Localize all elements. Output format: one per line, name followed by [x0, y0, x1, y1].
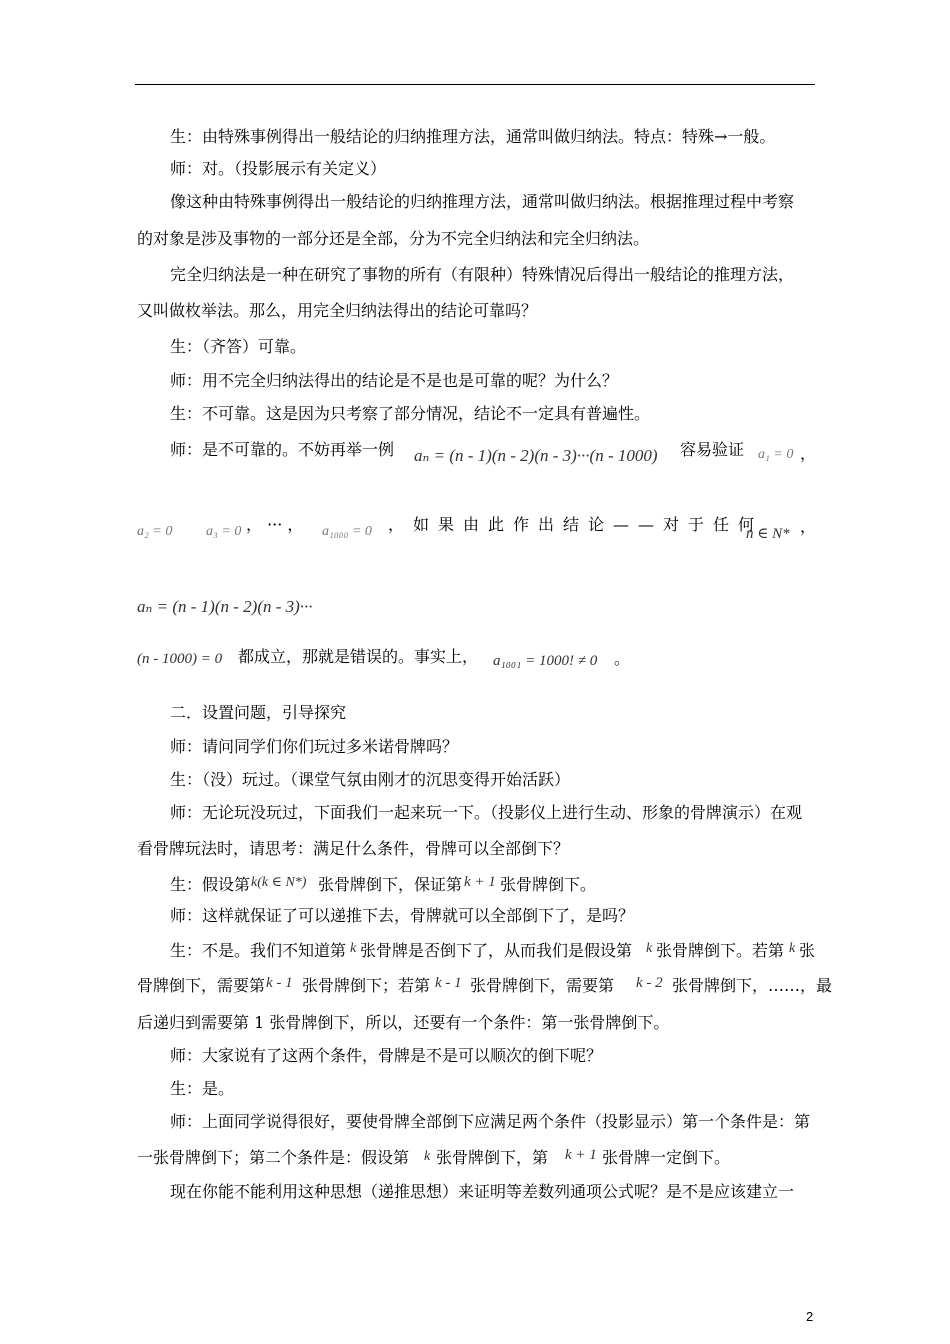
paragraph-line: 容易验证 — [680, 440, 745, 459]
paragraph-line: 张骨牌倒下，……，最 — [672, 976, 833, 995]
formula-k: k — [350, 941, 357, 956]
paragraph-line: 师：上面同学说得很好，要使骨牌全部倒下应满足两个条件（投影显示）第一个条件是：第 — [170, 1112, 811, 1131]
paragraph-line: 像这种由特殊事例得出一般结论的归纳推理方法，通常叫做归纳法。根据推理过程中考察 — [170, 192, 795, 211]
formula-a2: a₂ = 0 — [137, 524, 173, 539]
formula-n-in-N: n ∈ N* — [746, 526, 790, 542]
formula-an-product-start: aₙ = (n - 1)(n - 2)(n - 3)··· — [137, 597, 313, 616]
formula-k: k — [789, 941, 796, 956]
paragraph-line: 师：无论玩没玩过，下面我们一起来玩一下。（投影仪上进行生动、形象的骨牌演示）在观 — [170, 803, 803, 822]
paragraph-line: 骨牌倒下，需要第 — [137, 976, 266, 995]
paragraph-line: 张骨牌倒下，第 — [436, 1148, 549, 1167]
paragraph-line: 师：这样就保证了可以递推下去，骨牌就可以全部倒下了，是吗？ — [170, 906, 635, 925]
paragraph-line: 生：不可靠。这是因为只考察了部分情况，结论不一定具有普遍性。 — [170, 404, 651, 423]
punctuation: 。 — [614, 649, 631, 668]
formula-k-plus-1: k + 1 — [464, 874, 496, 890]
paragraph-line: 一张骨牌倒下；第二个条件是：假设第 — [137, 1148, 410, 1167]
formula-k: k — [646, 941, 653, 956]
paragraph-line: 张骨牌倒下。 — [500, 875, 597, 894]
paragraph-line: 现在你能不能利用这种思想（递推思想）来证明等差数列通项公式呢？是不是应该建立一 — [170, 1182, 795, 1201]
page-number: 2 — [806, 1309, 814, 1324]
paragraph-line: 张骨牌是否倒下了，从而我们是假设第 — [360, 941, 633, 960]
header-rule — [135, 84, 815, 85]
punctuation: ， — [800, 517, 817, 536]
paragraph-line: 张骨牌倒下，需要第 — [470, 976, 615, 995]
paragraph-line: 生：假设第 — [170, 875, 251, 894]
paragraph-line: 师：用不完全归纳法得出的结论是不是也是可靠的呢？为什么？ — [170, 371, 619, 390]
paragraph-line: 师：是不可靠的。不妨再举一例 — [170, 440, 395, 459]
paragraph-line: 都成立，那就是错误的。事实上， — [238, 647, 479, 666]
formula-a1: a₁ = 0 — [758, 447, 794, 462]
paragraph-line: ，如果由此作出结论——对于任何 — [388, 515, 764, 534]
punctuation: ， — [800, 444, 817, 463]
formula-k-minus-2: k - 2 — [636, 975, 663, 991]
formula-k-plus-1: k + 1 — [565, 1147, 597, 1163]
paragraph-line: 师：大家说有了这两个条件，骨牌是不是可以顺次的倒下呢？ — [170, 1046, 603, 1065]
paragraph-line: 师：对。（投影展示有关定义） — [170, 159, 387, 178]
paragraph-line: 的对象是涉及事物的一部分还是全部，分为不完全归纳法和完全归纳法。 — [137, 229, 650, 248]
paragraph-line: 生：（没）玩过。（课堂气氛由刚才的沉思变得开始活跃） — [170, 770, 571, 789]
formula-k-minus-1: k - 1 — [266, 975, 293, 991]
paragraph-line: 张骨牌倒下；若第 — [302, 976, 431, 995]
paragraph-line: 生：是。 — [170, 1079, 235, 1098]
paragraph-line: 生：不是。我们不知道第 — [170, 941, 347, 960]
paragraph-line: 看骨牌玩法时，请思考：满足什么条件，骨牌可以全部倒下？ — [137, 839, 570, 858]
paragraph-line: 张 — [799, 941, 816, 960]
paragraph-line: 师：请问同学们你们玩过多米诺骨牌吗？ — [170, 737, 459, 756]
paragraph-line: 张骨牌倒下，保证第 — [318, 875, 463, 894]
paragraph-line: 生：（齐答）可靠。 — [170, 337, 307, 356]
paragraph-line: 张骨牌倒下。若第 — [656, 941, 785, 960]
formula-k-minus-1: k - 1 — [435, 975, 462, 991]
formula-a1001: a₁₀₀₁ = 1000! ≠ 0 — [493, 653, 598, 669]
formula-a1000: a₁₀₀₀ = 0 — [322, 524, 372, 539]
paragraph-line: 后递归到需要第 1 张骨牌倒下，所以，还要有一个条件：第一张骨牌倒下。 — [137, 1013, 670, 1032]
formula-an-product: aₙ = (n - 1)(n - 2)(n - 3)···(n - 1000) — [414, 446, 658, 465]
paragraph-line: 完全归纳法是一种在研究了事物的所有（有限种）特殊情况后得出一般结论的推理方法， — [170, 265, 795, 284]
formula-k: k — [424, 1149, 431, 1164]
section-heading: 二．设置问题，引导探究 — [170, 703, 347, 722]
formula-k-in-N: k(k ∈ N*) — [251, 875, 307, 890]
formula-a3: a₃ = 0 — [206, 524, 242, 539]
ellipsis: ， ··· ， — [246, 515, 304, 534]
formula-n-1000: (n - 1000) = 0 — [137, 651, 223, 667]
paragraph-line: 又叫做枚举法。那么，用完全归纳法得出的结论可靠吗？ — [137, 301, 538, 320]
paragraph-line: 生：由特殊事例得出一般结论的归纳推理方法，通常叫做归纳法。特点：特殊→一般。 — [170, 127, 776, 146]
paragraph-line: 张骨牌一定倒下。 — [602, 1148, 731, 1167]
